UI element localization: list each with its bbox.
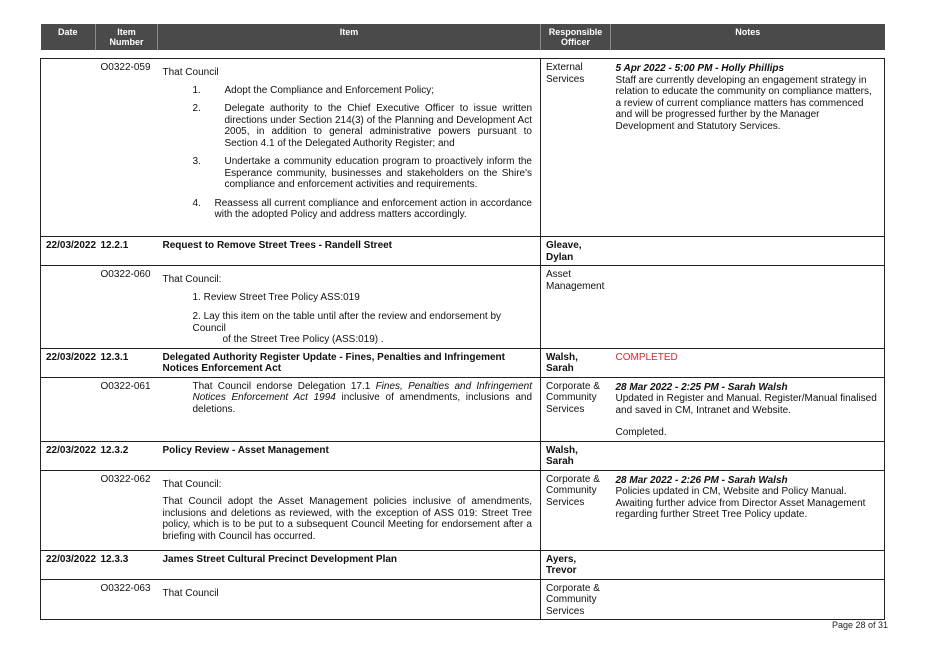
notes-cell: 5 Apr 2022 - 5:00 PM - Holly Phillips Staff are currently developing an engagement strategy in relation to educate the community on compliance matters, a review of current compliance matters has commenced and will be progressed further by the Manager Development and Statutory Services. (615, 63, 872, 132)
responsible-officer: External Services (541, 59, 611, 237)
responsible-officer: Gleave, Dylan (541, 237, 611, 266)
item-text: That Council (162, 587, 219, 599)
table-row (41, 266, 885, 349)
column-header-item: Item (158, 24, 541, 50)
responsible-officer: Asset Management (541, 266, 611, 349)
item-title: Delegated Authority Register Update - Fines, Penalties and Infringement Notices Enforcement Act (162, 351, 505, 374)
item-number: O0322-061 (100, 380, 151, 392)
item-number: 12.2.1 (100, 240, 129, 251)
responsible-officer: Ayers, Trevor (541, 550, 611, 579)
item-number: 12.3.2 (100, 444, 129, 456)
responsible-officer: Walsh, Sarah (541, 348, 611, 377)
item-title: James Street Cultural Precinct Development Plan (162, 553, 398, 565)
item-number: 12.3.3 (100, 553, 129, 565)
item-date: 22/03/2022 (46, 553, 97, 565)
item-header-row (41, 237, 885, 266)
item-header-row (41, 348, 885, 377)
page-number: Page 28 of 31 (831, 620, 888, 630)
responsible-officer: Corporate & Community Services (541, 579, 611, 620)
item-number: O0322-059 (100, 62, 151, 73)
column-header-notes: Notes (611, 24, 885, 50)
item-number: O0322-062 (100, 473, 151, 485)
item-date: 22/03/2022 (46, 240, 97, 251)
item-date: 22/03/2022 (46, 351, 97, 363)
responsible-officer: Walsh, Sarah (541, 441, 611, 470)
item-number: 12.3.1 (100, 351, 129, 363)
status-badge: COMPLETED (615, 351, 678, 363)
action-register-table (40, 24, 884, 620)
notes-cell: 28 Mar 2022 - 2:25 PM - Sarah Walsh Updated in Register and Manual. Register/Manual finalised and saved in CM, Intranet and Website. Completed. (615, 381, 877, 438)
table-row (41, 470, 885, 550)
item-title: Request to Remove Street Trees - Randell Street (162, 240, 393, 251)
item-text: That Council: 1. Review Street Tree Policy ASS:019 2. Lay this item on the table until after the review and endorsement by Council of the Street Tree Policy (ASS:019) . (162, 274, 502, 345)
item-text: That Council: That Council adopt the Asset Management policies inclusive of amendments, inclusions and deletions as reviewed, with the exception of ASS 019: Street Tree policy, which is to be put to a subsequent Council Meeting for endorsement after a briefing with Council has occurred. (162, 478, 532, 542)
item-number: O0322-060 (100, 269, 151, 280)
table-row (41, 59, 885, 237)
item-header-row (41, 441, 885, 470)
column-header-item-number: Item Number (96, 24, 158, 50)
responsible-officer: Corporate & Community Services (541, 470, 611, 550)
item-text: That Council endorse Delegation 17.1 Fines, Penalties and Infringement Notices Enforcement Act 1994 inclusive of amendments, inclusions and deletions. (192, 380, 533, 415)
item-number: O0322-063 (100, 582, 151, 594)
column-header-responsible-officer: Responsible Officer (541, 24, 611, 50)
item-date: 22/03/2022 (46, 444, 97, 456)
item-title: Policy Review - Asset Management (162, 444, 329, 456)
item-header-row (41, 550, 885, 579)
item-text: That Council 1. Adopt the Compliance and Enforcement Policy; 2. Delegate authority to the Chief Executive Officer to issue written directions under Section 214(3) of the Planning and Development Act 2005, in addition to general administrative powers pursuant to Section 4.1 of the Delegated Authority Register; and 3. Undertake a community education program to proactively inform the Esperance community, businesses and stakeholders on the Shire's compliance and enforcement activities and requirements. 4. Reassess all current compliance and enforcement action in accordance with the adopted Policy and address matters accordingly. (162, 67, 532, 220)
table-header-row (41, 24, 885, 50)
table-row (41, 377, 885, 441)
column-header-date: Date (41, 24, 96, 50)
table-row (41, 579, 885, 620)
responsible-officer: Corporate & Community Services (541, 377, 611, 441)
notes-cell: 28 Mar 2022 - 2:26 PM - Sarah Walsh Policies updated in CM, Website and Policy Manual. Awaiting further advice from Director Asset Management regarding further Street Tree Policy update. (615, 474, 866, 520)
